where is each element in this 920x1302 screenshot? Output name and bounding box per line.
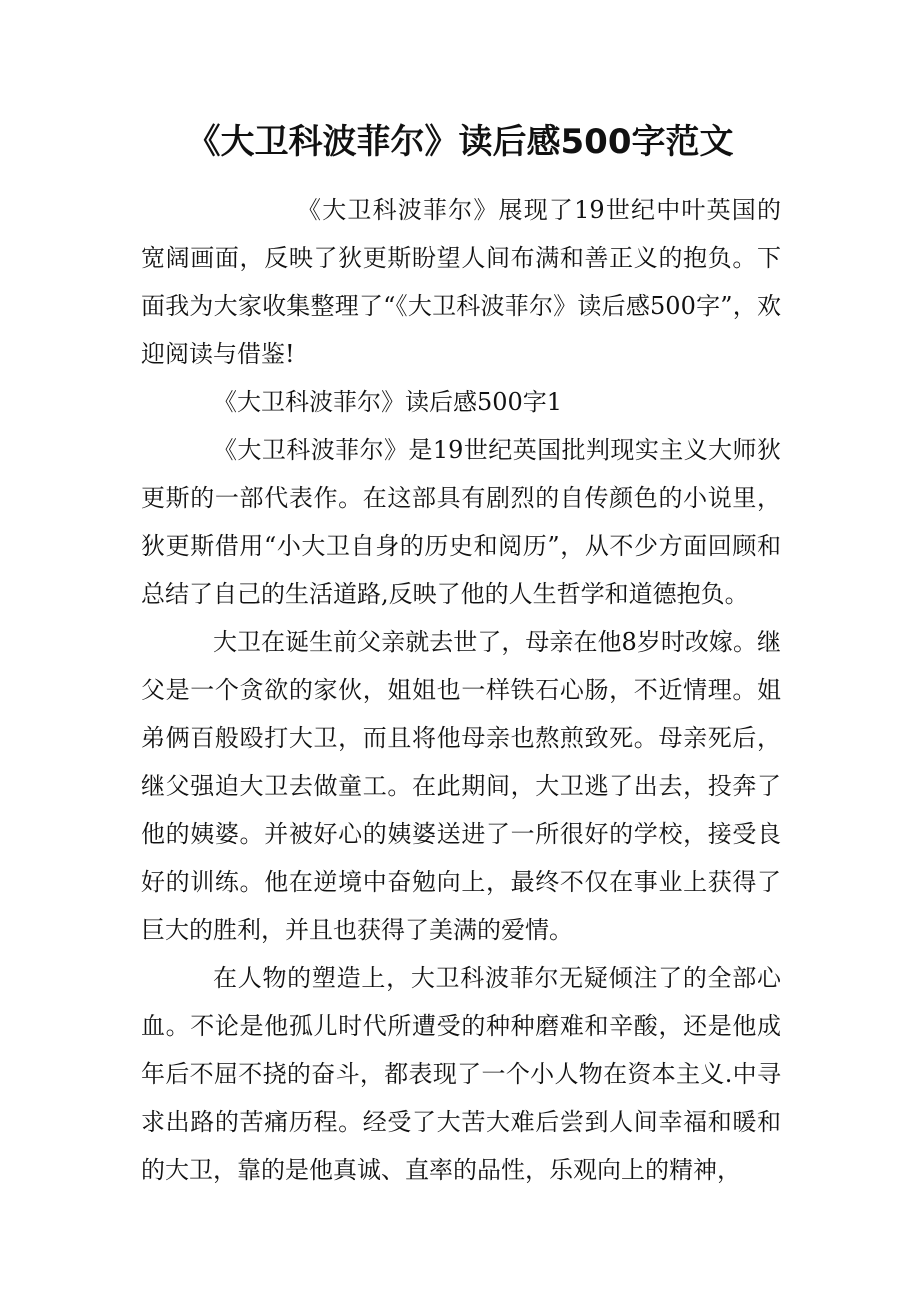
document-title: 《大卫科波菲尔》读后感500字范文 xyxy=(186,122,734,162)
body-paragraph-3: 在人物的塑造上，大卫科波菲尔无疑倾注了的全部心血。不论是他孤儿时代所遭受的种种磨难和辛酸，还是他成年后不屈不挠的奋斗，都表现了一个小人物在资本主义.中寻求出路的苦痛历程。经受了大苦大难后尝到人间幸福和暖和的大卫，靠的是他真诚、直率的品性，乐观向上的精神， xyxy=(141,964,781,1184)
body-paragraph-2: 大卫在诞生前父亲就去世了，母亲在他8岁时改嫁。继父是一个贪欲的家伙，姐姐也一样铁石心肠，不近情理。姐弟俩百般殴打大卫，而且将他母亲也熬煎致死。母亲死后，继父强迫大卫去做童工。在此期间，大卫逃了出去，投奔了他的姨婆。并被好心的姨婆送进了一所很好的学校，接受良好的训练。他在逆境中奋勉向上，最终不仅在事业上获得了巨大的胜利，并且也获得了美满的爱情。 xyxy=(141,628,781,944)
body-paragraph-1: 《大卫科波菲尔》是19世纪英国批判现实主义大师狄更斯的一部代表作。在这部具有剧烈的自传颜色的小说里，狄更斯借用“小大卫自身的历史和阅历”，从不少方面回顾和总结了自己的生活道路,反映了他的人生哲学和道德抱负。 xyxy=(141,436,781,608)
document-body xyxy=(141,186,781,1194)
intro-paragraph: 《大卫科波菲尔》展现了19世纪中叶英国的宽阔画面，反映了狄更斯盼望人间布满和善正义的抱负。下面我为大家收集整理了“《大卫科波菲尔》读后感500字”，欢迎阅读与借鉴! xyxy=(141,196,781,368)
section-heading: 《大卫科波菲尔》读后感500字1 xyxy=(213,388,563,416)
